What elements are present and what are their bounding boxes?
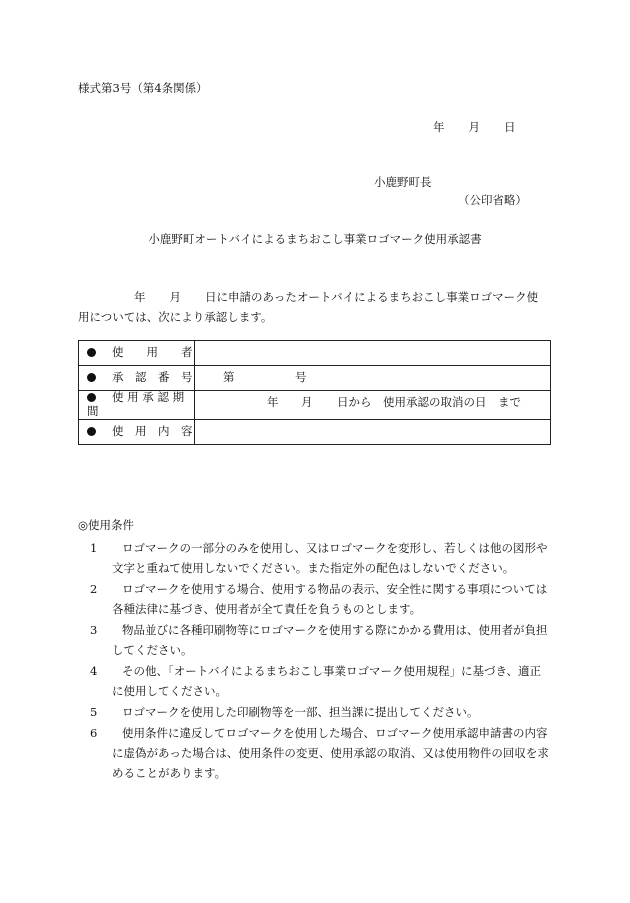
label-cell <box>79 366 195 391</box>
period-year: 年 <box>267 395 279 409</box>
list-item <box>78 661 552 701</box>
table-row <box>79 366 551 391</box>
period-from: 日から 使用承認の取消の日 まで <box>337 395 521 409</box>
form-number: 様式第3号（第4条関係） <box>78 81 208 95</box>
item-text: 物品並びに各種印刷物等にロゴマークを使用する際にかかる費用は、使用者が負担してください。 <box>112 623 548 657</box>
table-row <box>79 419 551 444</box>
list-item <box>78 538 552 578</box>
label-cell <box>79 419 195 444</box>
table-row <box>79 391 551 420</box>
bullet-icon <box>87 348 96 357</box>
item-number: 1 <box>90 541 98 555</box>
date-year: 年 <box>433 120 445 134</box>
user-value-cell <box>195 341 551 366</box>
approval-number-cell <box>195 366 551 391</box>
item-text: ロゴマークを使用する場合、使用する物品の表示、安全性に関する事項については各種法律に基づき、使用者が全て責任を負うものとします。 <box>112 582 548 616</box>
seal-note: （公印省略） <box>458 193 527 207</box>
item-number: 3 <box>90 623 98 637</box>
row-label: 使 用 内 容 <box>112 423 193 438</box>
date-day: 日 <box>504 120 516 134</box>
approval-table <box>78 340 551 445</box>
row-label: 使 用 承 認 期 間 <box>87 390 185 418</box>
item-number: 4 <box>90 664 98 678</box>
date-line <box>433 121 516 135</box>
row-label: 使 用 者 <box>112 345 193 360</box>
label-cell <box>79 391 195 420</box>
date-month: 月 <box>468 120 480 134</box>
body-year: 年 <box>134 290 146 304</box>
bullet-icon <box>87 427 96 436</box>
body-text <box>78 287 552 327</box>
item-text: ロゴマークを使用した印刷物等を一部、担当課に提出してください。 <box>122 705 479 719</box>
item-text: その他、「オートバイによるまちおこし事業ロゴマーク使用規程」に基づき、適正に使用してください。 <box>112 664 542 698</box>
label-cell <box>79 341 195 366</box>
list-item <box>78 620 552 660</box>
item-number: 6 <box>90 726 98 740</box>
item-text: ロゴマークの一部分のみを使用し、又はロゴマークを変形し、若しくは他の図形や文字と重ねて使用しないでください。また指定外の配色はしないでください。 <box>112 541 548 575</box>
number-suffix: 号 <box>295 370 307 384</box>
usage-content-cell <box>195 419 551 444</box>
item-text: 使用条件に違反してロゴマークを使用した場合、ロゴマーク使用承認申請書の内容に虚偽があった場合は、使用条件の変更、使用承認の取消、又は使用物件の回収を求めることがあります。 <box>112 726 549 780</box>
bullet-icon <box>87 373 96 382</box>
approval-period-cell <box>195 391 551 420</box>
body-month: 月 <box>169 290 181 304</box>
item-number: 5 <box>90 705 98 719</box>
issuer-name: 小鹿野町長 <box>374 175 432 189</box>
list-item <box>78 723 552 783</box>
list-item <box>78 579 552 619</box>
row-label: 承 認 番 号 <box>112 370 193 385</box>
item-number: 2 <box>90 582 98 596</box>
document-title: 小鹿野町オートバイによるまちおこし事業ロゴマーク使用承認書 <box>148 232 482 246</box>
list-item <box>78 702 552 722</box>
body-line-2: 用については、次により承認します。 <box>78 310 273 324</box>
period-month: 月 <box>301 395 313 409</box>
body-day-text: 日に申請のあったオートバイによるまちおこし事業ロゴマーク使 <box>205 290 539 304</box>
conditions-heading: ◎使用条件 <box>78 518 135 532</box>
table-row <box>79 341 551 366</box>
number-prefix: 第 <box>223 370 235 384</box>
conditions-list <box>78 538 552 784</box>
bullet-icon <box>87 393 96 402</box>
